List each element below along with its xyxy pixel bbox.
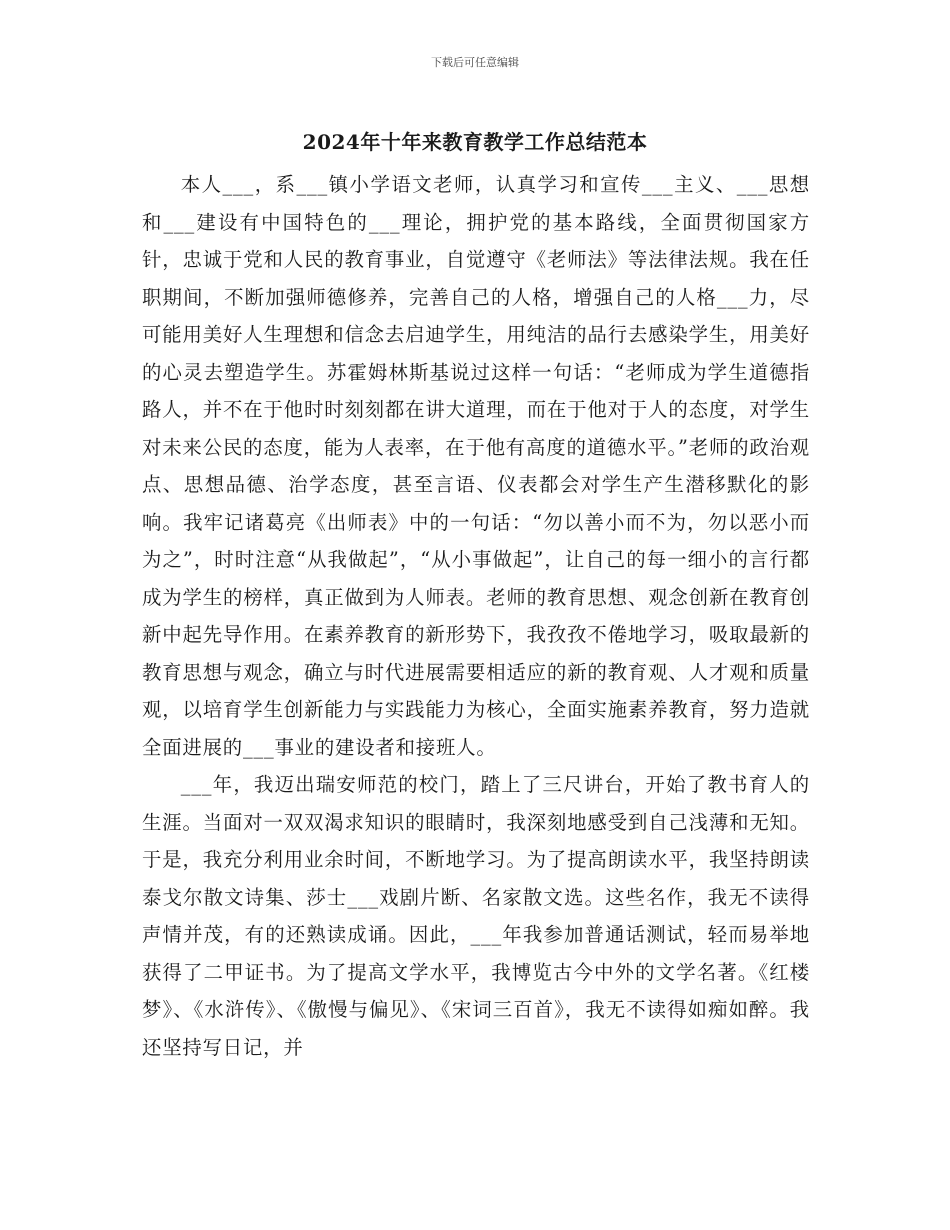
paragraph-2: ___年，我迈出瑞安师范的校门，踏上了三尺讲台，开始了教书育人的生涯。当面对一双双渴求知识的眼睛时，我深刻地感受到自己浅薄和无知。于是，我充分利用业余时间，不断地学习。为了提高朗读水平，我坚持朗读泰戈尔散文诗集、莎士___戏剧片断、名家散文选。这些名作，我无不读得声情并茂，有的还熟读成诵。因此，___年我参加普通话测试，轻而易举地获得了二甲证书。为了提高文学水平，我博览古今中外的文学名著。《红楼梦》、《水浒传》、《傲慢与偏见》、《宋词三百首》，我无不读得如痴如醉。我还坚持写日记，并 xyxy=(142,773,810,1059)
document-title: 2024年十年来教育教学工作总结范本 xyxy=(302,130,648,154)
header-note: 下载后可任意编辑 xyxy=(431,56,519,69)
document-body xyxy=(142,166,810,1066)
paragraph-1: 本人___，系___镇小学语文老师，认真学习和宣传___主义、___思想和___建设有中国特色的___理论，拥护党的基本路线，全面贯彻国家方针，忠诚于党和人民的教育事业，自觉遵守《老师法》等法律法规。我在任职期间，不断加强师德修养，完善自己的人格，增强自己的人格___力，尽可能用美好人生理想和信念去启迪学生，用纯洁的品行去感染学生，用美好的心灵去塑造学生。苏霍姆林斯基说过这样一句话：“老师成为学生道德指路人，并不在于他时时刻刻都在讲大道理，而在于他对于人的态度，对学生对未来公民的态度，能为人表率，在于他有高度的道德水平。”老师的政治观点、思想品德、治学态度，甚至言语、仪表都会对学生产生潜移默化的影响。我牢记诸葛亮《出师表》中的一句话：“勿以善小而不为，勿以恶小而为之”，时时注意“从我做起”，“从小事做起”，让自己的每一细小的言行都成为学生的榜样，真正做到为人师表。老师的教育思想、观念创新在教育创新中起先导作用。在素养教育的新形势下，我孜孜不倦地学习，吸取最新的教育思想与观念，确立与时代进展需要相适应的新的教育观、人才观和质量观，以培育学生创新能力与实践能力为核心，全面实施素养教育，努力造就全面进展的___事业的建设者和接班人。 xyxy=(142,173,810,759)
